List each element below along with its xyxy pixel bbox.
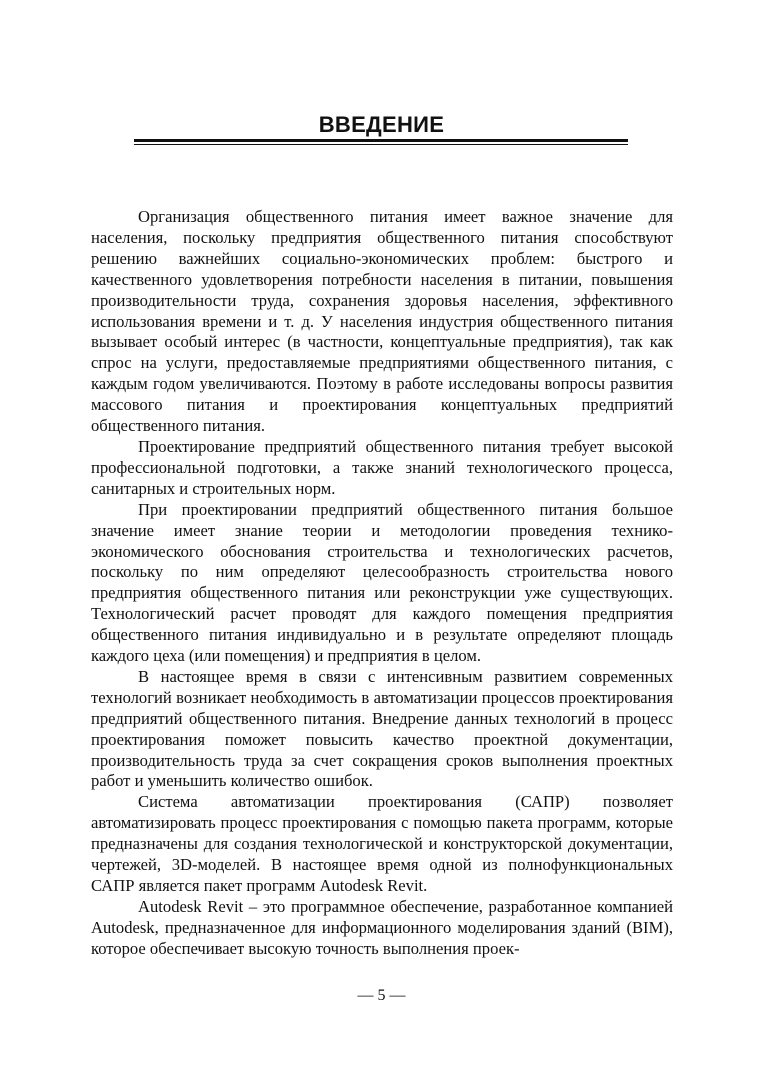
heading-underline-thin — [134, 144, 628, 145]
paragraph: При проектировании предприятий общественного питания большое значение имеет знание теории и методологии проведения технико-экономического обоснования строительства и технологических расчетов, поскольку по ним определяют целесообразность строительства нового предприятия общественного питания или реконструкции уже существующих. Технологический расчет проводят для каждого помещения предприятия общественного питания индивидуально и в результате определяют площадь каждого цеха (или помещения) и предприятия в целом. — [91, 499, 673, 666]
paragraph: Организация общественного питания имеет важное значение для населения, поскольку предприятия общественного питания способствуют решению важнейших социально-экономических проблем: быстрого и качественного удовлетворения потребности населения в питании, повышения производительности труда, сохранения здоровья населения, эффективного использования времени и т. д. У населения индустрия общественного питания вызывает особый интерес (в частности, концептуальные предприятия), так как спрос на услуги, предоставляемые предприятиями общественного питания, с каждым годом увеличиваются. Поэтому в работе исследованы вопросы развития массового питания и проектирования концептуальных предприятий общественного питания. — [91, 207, 673, 436]
paragraph: В настоящее время в связи с интенсивным развитием современных технологий возникает необходимость в автоматизации процессов проектирования предприятий общественного питания. Внедрение данных технологий в процесс проектирования поможет повысить качество проектной документации, производительность труда за счет сокращения сроков выполнения проектных работ и уменьшить количество ошибок. — [91, 666, 673, 791]
paragraph: Проектирование предприятий общественного питания требует высокой профессиональной подготовки, а также знаний технологического процесса, санитарных и строительных норм. — [91, 436, 673, 498]
paragraph: Система автоматизации проектирования (САПР) позволяет автоматизировать процесс проектирования с помощью пакета программ, которые предназначены для создания технологической и конструкторской документации, чертежей, 3D-моделей. В настоящее время одной из полнофункциональных САПР является пакет программ Autodesk Revit. — [91, 792, 673, 895]
page-number: –– 5 –– — [357, 987, 406, 1004]
heading-underline-thick — [134, 139, 628, 142]
paragraph: Autodesk Revit – это программное обеспечение, разработанное компанией Autodesk, предназначенное для информационного моделирования зданий (BIM), которое обеспечивает высокую точность выполнения проек- — [91, 896, 673, 958]
body-text — [91, 207, 673, 960]
section-heading: ВВЕДЕНИЕ — [318, 112, 445, 137]
